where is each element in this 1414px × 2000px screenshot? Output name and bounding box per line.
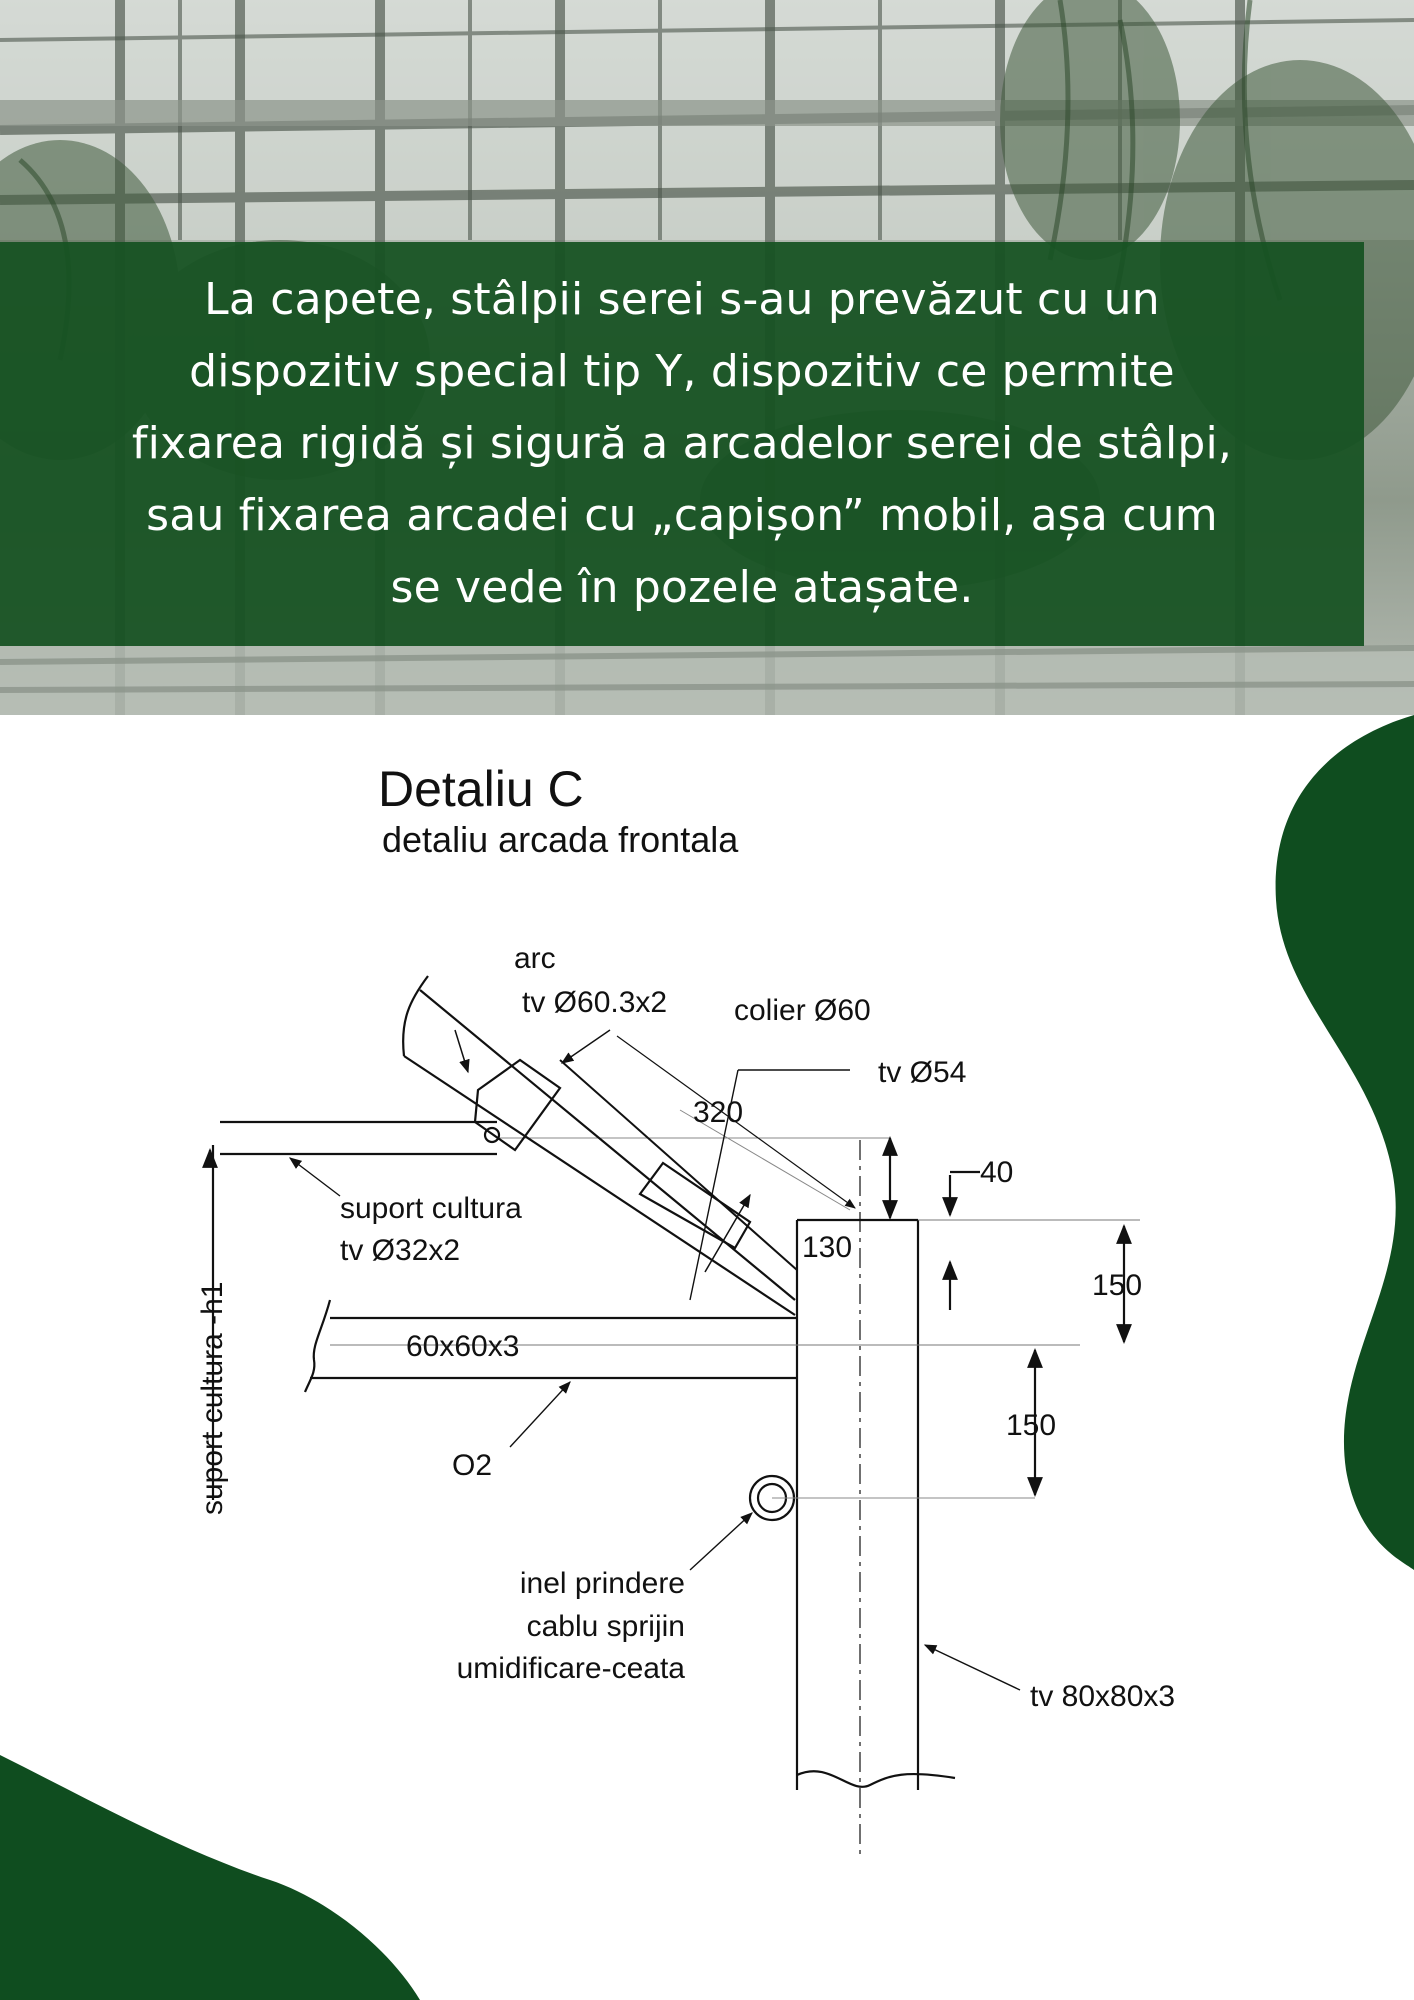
drawing-title: Detaliu C (378, 761, 584, 817)
label-support-vertical: suport cultura -h1 (196, 1281, 229, 1515)
inner-tube-slot (640, 1163, 750, 1248)
dim-150-top-value: 150 (1092, 1269, 1143, 1302)
leader-weld (510, 1382, 570, 1447)
dim-arc-dia-line (455, 1030, 468, 1072)
leader-post (925, 1645, 1020, 1690)
dim-150-bottom-value: 150 (1006, 1409, 1057, 1442)
label-weld: O2 (452, 1449, 493, 1482)
label-arc-tube: tv Ø60.3x2 (522, 986, 668, 1019)
label-collar: colier Ø60 (734, 994, 871, 1027)
dim-130-value: 130 (802, 1231, 853, 1264)
banner-line: La capete, stâlpii serei s-au prevăzut cu un (204, 274, 1160, 325)
drawing-geometry (210, 976, 1143, 1860)
label-arc: arc (514, 942, 556, 975)
drawing-subtitle: detaliu arcada frontala (382, 819, 739, 860)
dim-40-value: 40 (980, 1156, 1014, 1189)
banner-line: fixarea rigidă și sigură a arcadelor serei de stâlpi, (131, 418, 1233, 469)
label-inner-tube: tv Ø54 (878, 1056, 967, 1089)
banner-line: dispozitiv special tip Y, dispozitiv ce permite (189, 346, 1175, 397)
leader-collar (562, 1030, 610, 1063)
label-beam: 60x60x3 (406, 1330, 520, 1363)
arc-break-line (403, 976, 428, 1056)
label-post: tv 80x80x3 (1030, 1680, 1176, 1713)
label-support-line2: tv Ø32x2 (340, 1234, 461, 1267)
banner-line: sau fixarea arcadei cu „capișon” mobil, așa cum (146, 490, 1218, 541)
label-support-line1: suport cultura (340, 1192, 522, 1225)
label-ring-line1: inel prindere (519, 1567, 685, 1600)
leader-support (290, 1158, 340, 1196)
post-break-line (797, 1771, 955, 1787)
leader-ring (690, 1513, 752, 1570)
banner-line: se vede în pozele atașate. (390, 562, 974, 613)
collar-clamp (475, 1060, 560, 1150)
label-ring-line3: umidificare-ceata (456, 1652, 685, 1685)
label-ring-line2: cablu sprijin (526, 1610, 685, 1643)
dim-320-value: 320 (693, 1096, 744, 1129)
